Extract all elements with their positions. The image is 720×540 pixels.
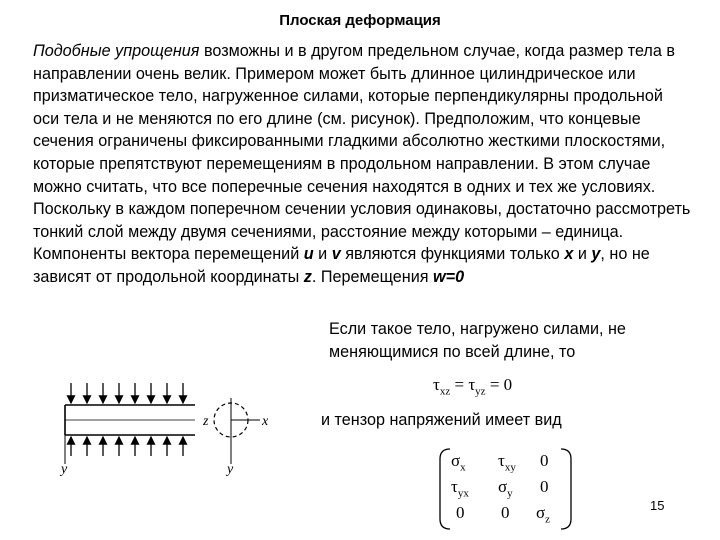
side-text: Если такое тело, нагружено силами, не меняющимися по всей длине, то [329, 320, 626, 361]
cell-sym: 0 [540, 451, 549, 470]
cell-zero [540, 451, 549, 471]
cell-sigma-x [451, 451, 466, 473]
cell-sym: τ [451, 477, 458, 496]
eq-tau-2: τ [468, 375, 476, 394]
slide-title: Плоская деформация [279, 12, 441, 29]
cell-sigma-z [536, 503, 550, 525]
right-bracket [561, 449, 571, 529]
cell-sym: σ [451, 451, 461, 470]
var-z: z [303, 267, 312, 286]
loaded-body-figure [45, 378, 285, 483]
var-v: v [331, 245, 341, 264]
eq-equals-1: = [450, 375, 469, 394]
paragraph-and-2: и [573, 245, 592, 264]
cell-zero [501, 503, 510, 523]
eq-sub-2: yz [475, 385, 486, 398]
label-y-right: y [227, 462, 234, 477]
main-paragraph [33, 40, 693, 289]
var-x: x [564, 245, 574, 264]
tensor-label: и тензор напряжений имеет вид [321, 411, 562, 429]
cell-sub: x [460, 461, 466, 474]
eq-sub-1: xz [439, 385, 451, 398]
cell-zero [456, 503, 465, 523]
label-y-left: y [61, 462, 68, 477]
var-u: u [303, 245, 314, 264]
cell-sym: 0 [540, 477, 549, 496]
cell-sub: xy [504, 461, 516, 474]
shear-stress-equation [433, 375, 512, 397]
page-number: 15 [650, 498, 665, 513]
eq-tau-1: τ [433, 375, 440, 394]
body-rectangle [65, 405, 195, 435]
cell-tau-xy [498, 451, 516, 473]
cell-zero [540, 477, 549, 497]
top-load-arrows [71, 383, 183, 403]
paragraph-lead: Подобные упрощения [33, 42, 200, 60]
bottom-load-arrows [71, 437, 183, 456]
paragraph-text-4: . Перемещения [311, 267, 434, 286]
cell-sym: τ [498, 451, 505, 470]
paragraph-and-1: и [313, 245, 332, 264]
eq-equals-2: = 0 [485, 375, 513, 394]
label-x: x [262, 414, 269, 429]
paragraph-text-2: являются функциями только [340, 245, 565, 264]
figure-drawing [45, 378, 285, 478]
cell-sym: 0 [501, 503, 510, 522]
paragraph-text-1: возможны и в другом предельном случае, когда размер тела в направлении очень велик. Примером может быть длинное цилиндрическое или призматическое тело, нагруженное силами, которые перпендикулярны продольной оси тела и не меняются по его длине (см. рисунок). Предположим, что концевые сечения ограничены фиксированными гладкими абсолютно жесткими плоскостями, которые препятствуют перемещениям в продольном направлении. В этом случае можно считать, что все поперечные сечения находятся в одних и тех же условиях. Поскольку в каждом поперечном сечении условия одинаковы, достаточно рассмотреть тонкий слой между двумя сечениями, расстояние между которыми – единица. Компоненты вектора перемещений [33, 42, 691, 264]
paragraph-text-3: , но не зависят от продольной координаты [33, 245, 650, 286]
cell-sub: y [507, 487, 513, 500]
left-bracket [440, 449, 450, 529]
cell-sym: σ [536, 503, 546, 522]
cell-sub: z [545, 513, 551, 526]
cell-sym: 0 [456, 503, 465, 522]
label-z: z [203, 414, 209, 429]
stress-tensor-matrix [438, 447, 573, 531]
cell-sigma-y [498, 477, 513, 499]
cell-sub: yx [457, 487, 469, 500]
var-y: y [591, 245, 601, 264]
var-w: w=0 [433, 267, 465, 286]
cell-tau-yx [451, 477, 469, 499]
cell-sym: σ [498, 477, 508, 496]
